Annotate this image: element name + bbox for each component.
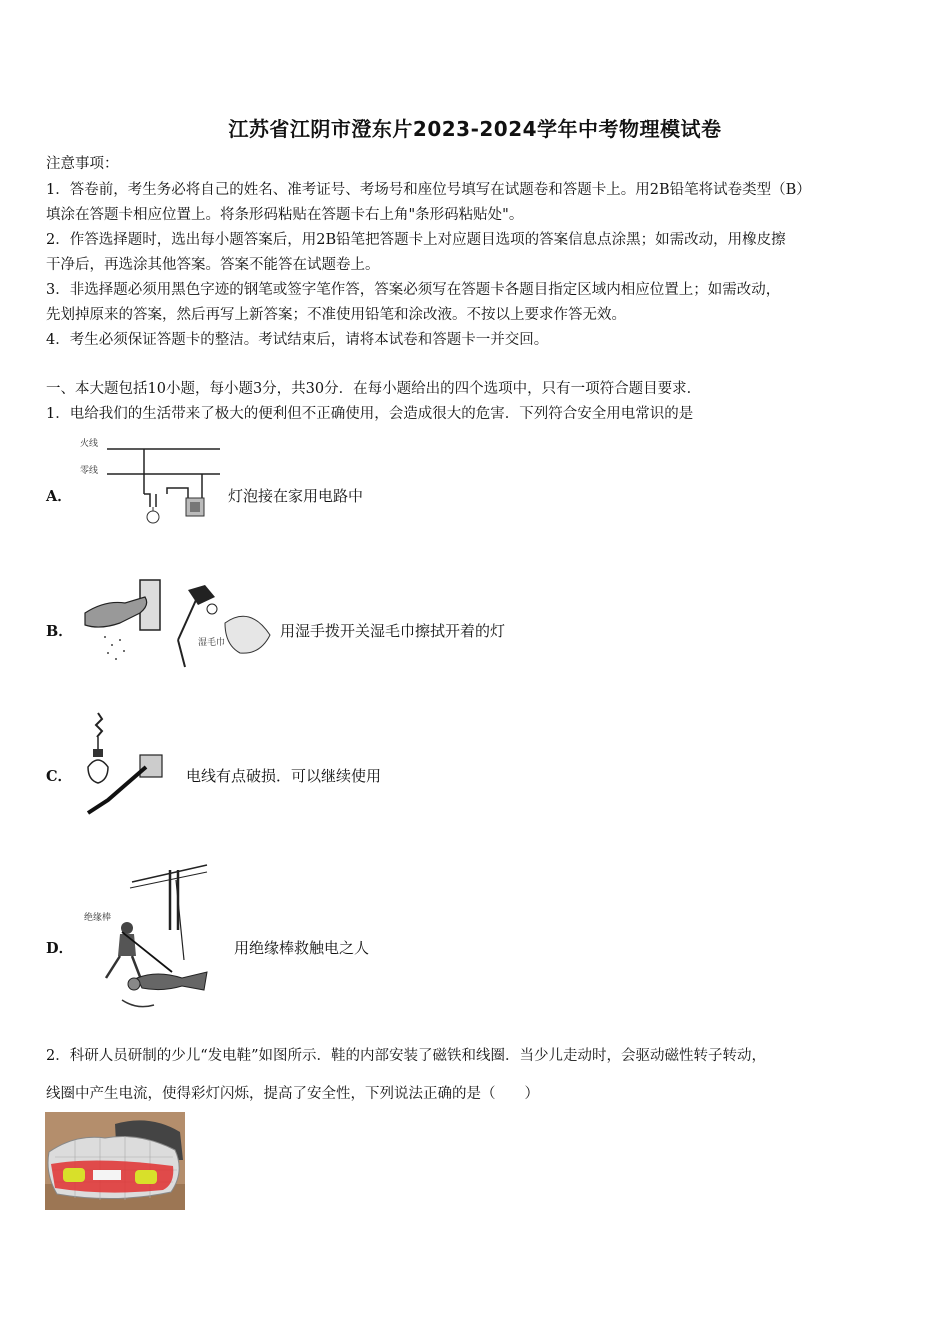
option-c-letter: C． <box>46 768 73 785</box>
page-title: 江苏省江阴市澄东片2023-2024学年中考物理模试卷 <box>228 117 722 141</box>
wet-towel-label: 湿毛巾 <box>198 638 226 648</box>
notice-line: 1．答卷前，考生务必将自己的姓名、准考证号、考场号和座位号填写在试题卷和答题卡上。用2B铅笔将试卷类型（B） <box>46 182 811 198</box>
notice-line: 先划掉原来的答案，然后再写上新答案；不准使用铅笔和涂改液。不按以上要求作答无效。 <box>46 307 626 323</box>
neutral-wire-label: 零线 <box>80 466 99 476</box>
option-b-letter: B． <box>46 623 73 640</box>
rod-label: 绝缘棒 <box>84 913 112 923</box>
notice-heading: 注意事项： <box>46 156 119 172</box>
option-c-text: 电线有点破损．可以继续使用 <box>186 767 382 785</box>
damaged-wire-figure <box>78 705 178 820</box>
notice-line: 干净后，再选涂其他答案。答案不能答在试题卷上。 <box>46 257 380 273</box>
question-2-stem: 2．科研人员研制的少儿“发电鞋”如图所示．鞋的内部安装了磁铁和线圈．当少儿走动时，会驱动磁性转子转动， <box>46 1048 767 1064</box>
live-wire-label: 火线 <box>80 439 99 449</box>
notice-line: 3．非选择题必须用黑色字迹的钢笔或签字笔作答，答案必须写在答题卡各题目指定区域内相应位置上；如需改动， <box>46 282 781 298</box>
question-2-stem: 线圈中产生电流，使得彩灯闪烁，提高了安全性，下列说法正确的是（ ） <box>46 1086 539 1102</box>
option-d-text: 用绝缘棒救触电之人 <box>234 939 370 957</box>
option-a-text: 灯泡接在家用电路中 <box>228 487 364 505</box>
notice-line: 2．作答选择题时，选出每小题答案后，用2B铅笔把答题卡上对应题目选项的答案信息点涂黑；如需改动，用橡皮擦 <box>46 232 786 248</box>
section-heading: 一、本大题包括10小题，每小题3分，共30分．在每小题给出的四个选项中，只有一项符合题目要求． <box>46 381 702 397</box>
circuit-diagram-figure <box>72 432 222 532</box>
notice-line: 4．考生必须保证答题卡的整洁。考试结束后，请将本试卷和答题卡一并交回。 <box>46 332 549 348</box>
insulated-rod-rescue-figure <box>82 860 222 1020</box>
wet-hand-figure <box>80 575 275 670</box>
option-d-letter: D． <box>46 940 74 957</box>
option-a-letter: A． <box>46 488 72 505</box>
option-b-text: 用湿手拨开关湿毛巾擦拭开着的灯 <box>280 622 506 640</box>
question-1-stem: 1．电给我们的生活带来了极大的便利但不正确使用，会造成很大的危害．下列符合安全用电常识的是 <box>46 406 694 422</box>
notice-line: 填涂在答题卡相应位置上。将条形码粘贴在答题卡右上角"条形码粘贴处"。 <box>46 207 524 223</box>
power-shoe-photo <box>45 1112 185 1210</box>
